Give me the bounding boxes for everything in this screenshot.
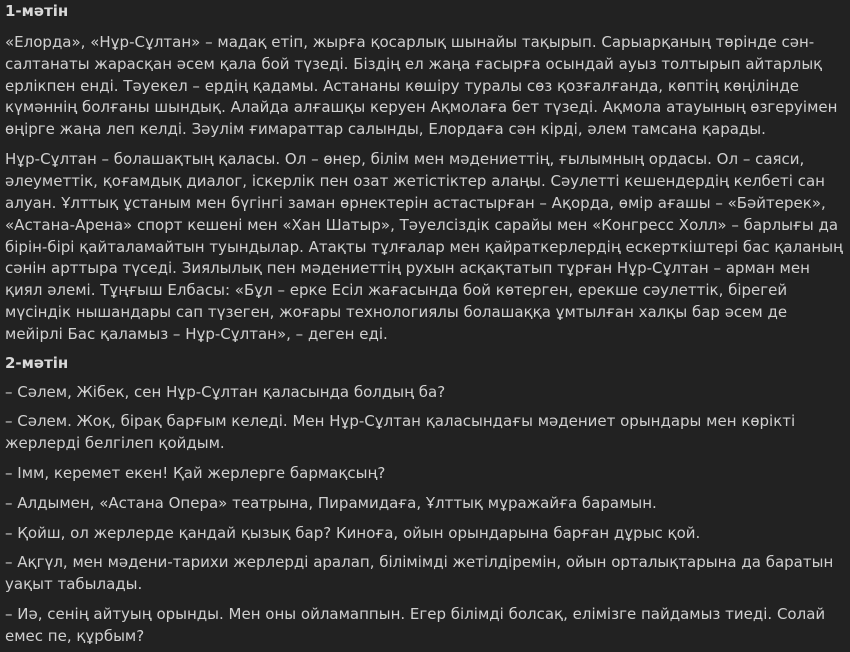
dialog-line: – Сәлем, Жібек, сен Нұр-Сұлтан қаласында болдың ба? bbox=[5, 382, 446, 401]
text-1-heading: 1-мәтін bbox=[5, 2, 69, 20]
text-1-paragraph: «Елорда», «Нұр-Сұлтан» – мадақ етіп, жырға қосарлық шынайы тақырып. Сарыарқаның төрінде сән-салтанаты жарасқан әсем қала бой түзеді. Біздің ел жаңа ғасырға осындай ауыз толтырып айтарлық ерлікпен енді. Тәуекел – ердің қадамы. Астананы көшіру туралы сөз қозғалғанда, көптің көңілінде күмәннің болғаны шындық. Алайда алғашқы керуен Ақмолаға бет түзеді. Ақмола атауының өзгеруімен өңірге жаңа леп келді. Зәулім ғимараттар салынды, Елордаға сән кірді, әлем тамсана қарады. bbox=[5, 33, 838, 139]
text-1-paragraph: Нұр-Сұлтан – болашақтың қаласы. Ол – өнер, білім мен мәдениеттің, ғылымның ордасы. Ол – саяси, әлеуметтік, қоғамдық диалог, іскерлік пен озат жетістіктер алаңы. Сәулетті кешендердің келбеті сан алуан. Ұлттық ұстаным мен бүгінгі заман өрнектерін астастырған – Ақорда, өмір ағашы – «Бәйтерек», «Астана-Арена» спорт кешені мен «Хан Шатыр», Тәуелсіздік сарайы мен «Конгресс Холл» – барлығы да бірін-бірі қайталамайтын туындылар. Атақты тұлғалар мен қайраткерлердің ескерткіштері бас қаланың сәнін арттыра түседі. Зиялылық пен мәдениеттің рухын асқақтатып тұрған Нұр-Сұлтан – арман мен қиял әлемі. Тұңғыш Елбасы: «Бұл – ерке Есіл жағасында бой көтерген, ерекше сәулеттік, бірегей мүсіндік нышандары сап түзеген, жоғары технологиялы болашаққа ұмтылған халқы бар әсем де мейірлі Бас қаламыз – Нұр-Сұлтан», – деген еді. bbox=[5, 150, 843, 343]
text-1-body bbox=[5, 32, 845, 346]
text-2-heading: 2-мәтін bbox=[5, 353, 69, 372]
dialog-line: – Ақгүл, мен мәдени-тарихи жерлерді аралап, білімімді жетілдіремін, ойын орталықтарына да баратын уақыт табылады. bbox=[5, 553, 834, 594]
dialog-line: – Сәлем. Жоқ, бірақ барғым келеді. Мен Нұр-Сұлтан қаласындағы мәдениет орындары мен көрікті жерлерді белгілеп қойдым. bbox=[5, 412, 796, 453]
text-2-dialog bbox=[5, 382, 845, 648]
dialog-line: – Қойш, ол жерлерде қандай қызық бар? Киноға, ойын орындарына барған дұрыс қой. bbox=[5, 523, 701, 542]
dialog-line: – Иә, сенің айтуың орынды. Мен оны ойламаппын. Егер білімді болсақ, елімізге пайдамыз тиеді. Солай емес пе, құрбым? bbox=[5, 604, 826, 645]
dialog-line: – Алдымен, «Астана Опера» театрына, Пирамидаға, Ұлттық мұражайға барамын. bbox=[5, 493, 657, 512]
dialog-line: – Імм, керемет екен! Қай жерлерге бармақсың? bbox=[5, 463, 386, 482]
